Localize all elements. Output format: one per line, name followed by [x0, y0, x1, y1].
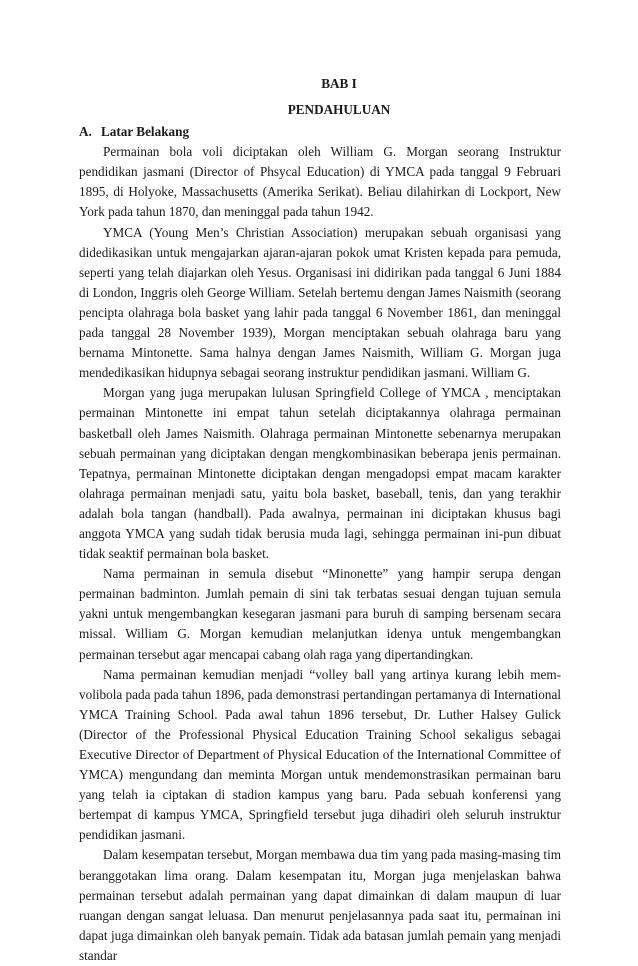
section-letter: A. — [79, 124, 92, 140]
page-body — [79, 74, 561, 966]
paragraph: Nama permainan kemudian menjadi “volley ball yang artinya kurang lebih mem-volibola pada pada tahun 1896, pada demonstrasi pertandingan pertamanya di International YMCA Training School. Pada awal tahun 1896 tersebut, Dr. Luther Halsey Gulick (Director of the Professional Physical Education Training School sekaligus sebagai Executive Director of Department of Physical Education of the International Committee of YMCA) mengundang dan meminta Morgan untuk mendemonstrasikan permainan baru yang telah ia ciptakan di stadion kampus yang baru. Pada sebuah konferensi yang bertempat di kampus YMCA, Springfield tersebut juga dihadiri oleh seluruh instruktur pendidikan jasmani. — [79, 666, 561, 843]
paragraph: YMCA (Young Men’s Christian Association) merupakan sebuah organisasi yang didedikasikan untuk mengajarkan ajaran-ajaran pokok umat Kristen kepada para pemuda, seperti yang telah diajarkan oleh Yesus. Organisasi ini didirikan pada tanggal 6 Juni 1884 di London, Inggris oleh George William. Setelah bertemu dengan James Naismith (seorang pencipta olahraga bola basket yang lahir pada tanggal 6 November 1861, dan meninggal pada tanggal 28 November 1939), Morgan menciptakan sebuah olahraga baru yang bernama Mintonette. Sama halnya dengan James Naismith, William G. Morgan juga mendedikasikan hidupnya sebagai seorang instruktur pendidikan jasmani. William G. — [79, 224, 561, 381]
paragraph: Morgan yang juga merupakan lulusan Springfield College of YMCA , menciptakan permainan Mintonette ini empat tahun setelah diciptakannya olahraga permainan basketball oleh James Naismith. Olahraga permainan Mintonette sebenarnya merupakan sebuah permainan yang diciptakan dengan mengkombinasikan beberapa jenis permainan. Tepatnya, permainan Mintonette diciptakan dengan mengadopsi empat macam karakter olahraga permainan menjadi satu, yaitu bola basket, baseball, tenis, dan yang terakhir adalah bola tangan (handball). Pada awalnya, permainan ini diciptakan khusus bagi anggota YMCA yang sudah tidak berusia muda lagi, sehingga permainan ini-pun dibuat tidak seaktif permainan bola basket. — [79, 385, 561, 562]
paragraph: Nama permainan in semula disebut “Minonette” yang hampir serupa dengan permainan badminton. Jumlah pemain di sini tak terbatas sesuai dengan tujuan semula yakni untuk mengembangkan kesegaran jasmani para buruh di samping bersenam secara missal. William G. Morgan kemudian melanjutkan idenya untuk mengembangkan permainan tersebut agar mencapai cabang olah raga yang dipertandingkan. — [79, 566, 561, 662]
paragraph: Dalam kesempatan tersebut, Morgan membawa dua tim yang pada masing-masing tim beranggotakan lima orang. Dalam kesempatan itu, Morgan juga menjelaskan bahwa permainan tersebut adalah permainan yang dapat dimainkan di dalam maupun di luar ruangan dengan sangat leluasa. Dan menurut penjelasannya pada saat itu, permainan ini dapat juga dimainkan oleh banyak pemain. Tidak ada batasan jumlah pemain yang menjadi standar — [79, 847, 561, 963]
chapter-title: PENDAHULUAN — [287, 102, 391, 117]
section-title: Latar Belakang — [101, 124, 190, 140]
paragraph: Permainan bola voli diciptakan oleh William G. Morgan seorang Instruktur pendidikan jasmani (Director of Phsycal Education) di YMCA pada tanggal 9 Februari 1895, di Holyoke, Massachusetts (Amerika Serikat). Beliau dilahirkan di Lockport, New York pada tahun 1870, dan meninggal pada tahun 1942. — [79, 144, 561, 220]
section-heading — [79, 122, 561, 142]
chapter-number: BAB I — [321, 76, 357, 91]
